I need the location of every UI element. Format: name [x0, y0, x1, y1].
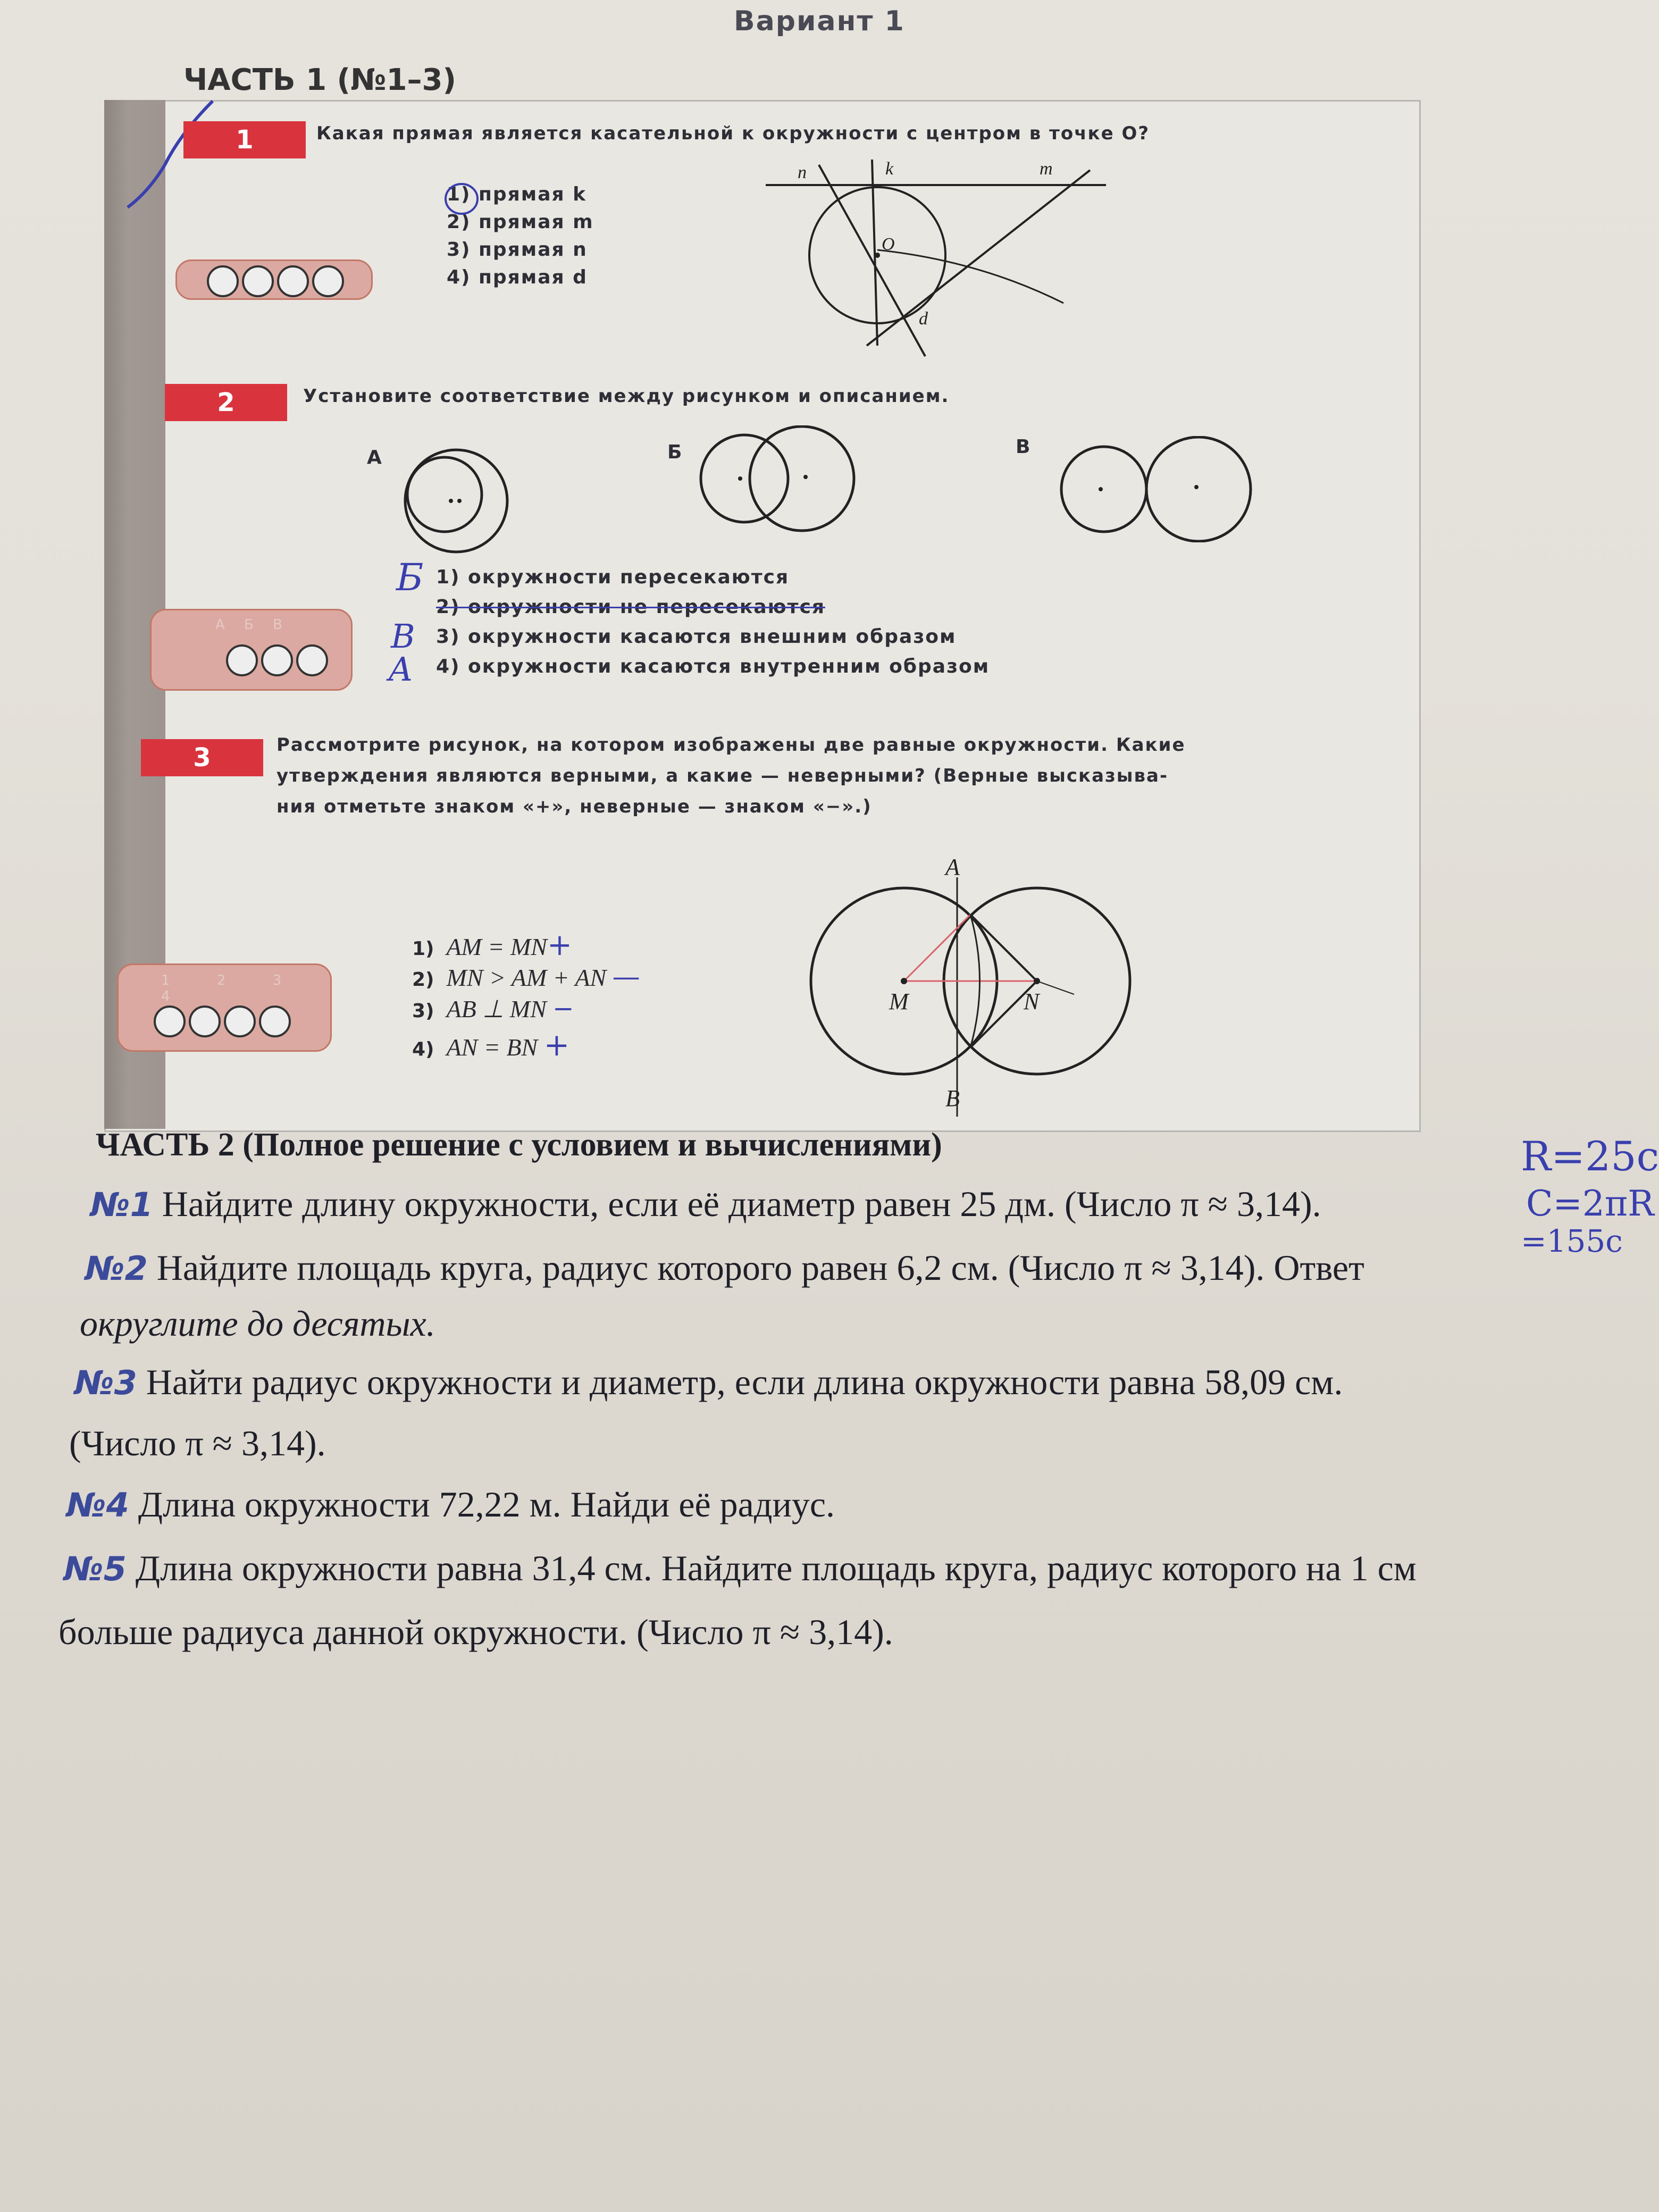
- statement-2-mark: —: [612, 961, 640, 993]
- figure-b-intersecting: [691, 425, 872, 537]
- task-3-question-line-3: ния отметьте знаком «+», неверные — знаком «−».): [276, 796, 872, 817]
- handwritten-v: В: [391, 617, 415, 656]
- task-3-box-numbers: 1 2 3 4: [161, 973, 303, 1004]
- task-3-answer-box: [117, 963, 332, 1052]
- task-1-option-2[interactable]: 2) прямая m: [447, 211, 594, 233]
- problem-3-text-line-2: (Число π ≈ 3,14).: [69, 1423, 326, 1463]
- problem-1: [90, 1183, 1321, 1225]
- variant-title: Вариант 1: [734, 5, 905, 37]
- task-2-option-3[interactable]: 3) окружности касаются внешним образом: [436, 626, 957, 648]
- statement-3[interactable]: 3) AB ⊥ MN −: [412, 994, 574, 1024]
- task-2-option-2[interactable]: 2) окружности не пересекаются: [436, 596, 825, 618]
- task-2-option-1[interactable]: 1) окружности пересекаются: [436, 566, 790, 588]
- task-2-box-letters: А Б В: [215, 617, 290, 633]
- label-n: N: [1024, 988, 1040, 1015]
- statement-1-mark: +: [547, 928, 572, 962]
- problem-4-text: Длина окружности 72,22 м. Найди её радиус.: [138, 1484, 835, 1524]
- margin-note-result: =155c: [1521, 1223, 1623, 1259]
- problem-5-number: №5: [64, 1549, 127, 1588]
- answer-circle-1[interactable]: [207, 265, 239, 297]
- problem-2-number: №2: [85, 1249, 148, 1288]
- task-2-number: 2: [165, 384, 287, 421]
- answer-circle-2[interactable]: [242, 265, 274, 297]
- part1-title: ЧАСТЬ 1 (№1–3): [183, 63, 457, 97]
- task-1-tangent-figure: [766, 154, 1127, 362]
- option-1-circled-mark: [441, 181, 484, 218]
- answer-circle-4[interactable]: [312, 265, 344, 297]
- task-1-question: Какая прямая является касательной к окружности с центром в точке O?: [316, 123, 1150, 144]
- problem-2-text-line-2: округлите до десятых.: [80, 1303, 435, 1344]
- answer-circle-3[interactable]: [277, 265, 309, 297]
- answer-circle-s1[interactable]: [154, 1006, 186, 1037]
- handwritten-a: А: [388, 650, 413, 689]
- task-1-option-3[interactable]: 3) прямая n: [447, 239, 588, 261]
- label-o: O: [882, 234, 895, 254]
- label-m: m: [1040, 159, 1053, 179]
- answer-circle-s3[interactable]: [224, 1006, 256, 1037]
- label-n: n: [798, 163, 807, 182]
- problem-5-text-line-2: больше радиуса данной окружности. (Число π ≈ 3,14).: [58, 1612, 893, 1652]
- task-3-two-circles-figure: [798, 851, 1149, 1117]
- answer-circle-s4[interactable]: [259, 1006, 291, 1037]
- problem-4: [66, 1484, 835, 1526]
- label-m: M: [889, 988, 909, 1015]
- task-3-question-line-2: утверждения являются верными, а какие — неверными? (Верные высказыва-: [276, 765, 1169, 786]
- task-3-question: [276, 730, 1186, 822]
- answer-circle-v[interactable]: [296, 644, 328, 676]
- task-1-answer-box: [175, 259, 373, 300]
- statement-4[interactable]: 4) AN = BN +: [412, 1027, 570, 1063]
- problem-4-number: №4: [66, 1486, 129, 1524]
- statement-3-mark: −: [552, 994, 574, 1024]
- label-k: k: [885, 159, 894, 179]
- problem-1-number: №1: [90, 1185, 153, 1224]
- answer-circle-a[interactable]: [226, 644, 258, 676]
- label-b: B: [945, 1085, 960, 1111]
- problem-1-text: Найдите длину окружности, если её диаметр равен 25 дм. (Число π ≈ 3,14).: [162, 1184, 1321, 1224]
- figure-label-b: Б: [667, 441, 683, 463]
- answer-circle-b[interactable]: [261, 644, 293, 676]
- task-2-answer-box: [150, 609, 353, 691]
- margin-note-radius: R=25c: [1521, 1133, 1659, 1180]
- task-1-option-1[interactable]: 1) прямая k: [447, 183, 587, 205]
- answer-circle-s2[interactable]: [189, 1006, 221, 1037]
- statement-1[interactable]: 1) AM = MN+: [412, 928, 572, 962]
- statement-4-mark: +: [543, 1027, 570, 1063]
- handwritten-b: Б: [396, 556, 424, 599]
- task-3-statements: [412, 928, 640, 1063]
- task-1-option-4[interactable]: 4) прямая d: [447, 266, 588, 288]
- label-d: d: [919, 309, 928, 329]
- task-2-options: [436, 566, 990, 685]
- figure-a-internal-tangent: [393, 441, 516, 558]
- statement-2[interactable]: 2) MN > AM + AN —: [412, 961, 640, 993]
- problem-3-text: Найти радиус окружности и диаметр, если длина окружности равна 58,09 см.: [146, 1362, 1343, 1402]
- problem-5: [64, 1547, 1417, 1589]
- figure-label-v: В: [1016, 436, 1032, 458]
- figure-v-external-tangent: [1058, 436, 1260, 542]
- problem-3: [74, 1361, 1343, 1403]
- figure-label-a: А: [367, 447, 383, 468]
- label-a: A: [945, 854, 960, 880]
- margin-note-formula: C=2πR: [1526, 1183, 1654, 1224]
- problem-2-text: Найдите площадь круга, радиус которого равен 6,2 см. (Число π ≈ 3,14). Ответ: [156, 1247, 1364, 1288]
- task-2-option-4[interactable]: 4) окружности касаются внутренним образом: [436, 656, 990, 677]
- task-3-number: 3: [141, 739, 263, 776]
- task-1-number: 1: [183, 121, 306, 158]
- task-2-question: Установите соответствие между рисунком и описанием.: [303, 386, 950, 407]
- problem-3-number: №3: [74, 1363, 137, 1402]
- problem-2: [85, 1247, 1364, 1289]
- part2-title: ЧАСТЬ 2 (Полное решение с условием и вычислениями): [96, 1127, 942, 1163]
- problem-5-text: Длина окружности равна 31,4 см. Найдите площадь круга, радиус которого на 1 см: [135, 1548, 1417, 1588]
- task-3-question-line-1: Рассмотрите рисунок, на котором изображены две равные окружности. Какие: [276, 734, 1186, 756]
